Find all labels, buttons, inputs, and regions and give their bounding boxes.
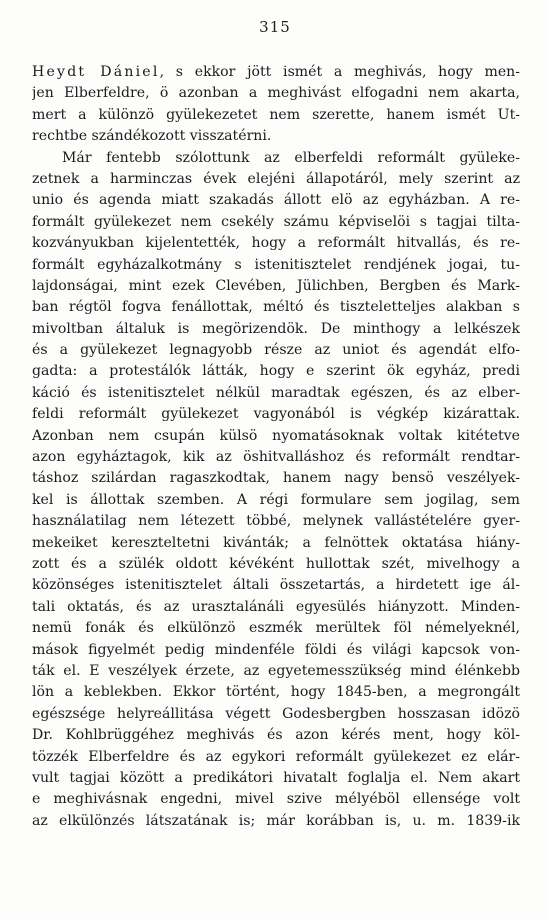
- text-line: Azonban nem csupán külsö nyomatásoknak voltak kitétetve: [32, 427, 520, 444]
- text-line: gadta: a protestálók látták, hogy e szerint ök egyház, predi: [32, 363, 520, 380]
- text-line: egészsége helyreállitása végett Godesbergben hosszasan idözö: [32, 705, 520, 722]
- text-line: tali oktatás, és az urasztalánáli egyesülés hiányzott. Minden-: [32, 598, 520, 615]
- text-line: formált gyülekezet nem csekély számu képviselöi s tagjai tilta-: [32, 213, 520, 230]
- text-line: formált egyházalkotmány s istenitisztelet rendjének jogai, tu-: [32, 256, 520, 273]
- text-line: kozványukban kijelentették, hogy a reformált hitvallás, és re-: [32, 235, 520, 252]
- text-line: kel is állottak szemben. A régi formulare sem jogilag, sem: [32, 491, 520, 508]
- text-line: tözzék Elberfeldre és az egykori reformált gyülekezet ez elár-: [32, 748, 520, 765]
- text-line: az elkülönzés látszatának is; már korábban is, u. m. 1839-ik: [32, 812, 520, 829]
- text-line: azon egyháztagok, kik az öshitvalláshoz és reformált rendtar-: [32, 449, 520, 466]
- text-line: táshoz szilárdan ragaszkodtak, hanem nagy bensö veszélyek-: [32, 470, 520, 487]
- text-line: használatilag nem létezett többé, melynek vallástételére gyer-: [32, 513, 520, 530]
- text-line: zetnek a harminczas évek elejéni állapotáról, mely szerint az: [32, 170, 520, 187]
- text-line: mivoltban általuk is megörizendök. De minthogy a lelkészek: [32, 320, 520, 337]
- text-line: lajdonságai, mint ezek Clevében, Jülichben, Bergben és Mark-: [32, 277, 520, 294]
- text-line: Heydt Dániel, s ekkor jött ismét a meghivás, hogy men-: [32, 64, 520, 80]
- body-text: [32, 62, 520, 832]
- author-name: Heydt Dániel: [32, 64, 160, 80]
- text-line: mert a különzö gyülekezetet nem szerette, hanem ismét Ut-: [32, 106, 520, 123]
- text-line: Dr. Kohlbrüggéhez meghivás és azon kérés ment, hogy köl-: [32, 727, 520, 744]
- text-line: zott és a szülék oldott kévéként hullottak szét, mivelhogy a: [32, 555, 520, 572]
- text-line: e meghivásnak engedni, mivel szive mélyéböl ellensége volt: [32, 791, 520, 808]
- text-line: mekeiket kereszteltetni kivánták; a felnöttek oktatása hiány-: [32, 534, 520, 551]
- text-line: vult tagjai között a predikátori hivatalt foglalja el. Nem akart: [32, 769, 520, 786]
- text-line: közönséges istenitisztelet általi összetartás, a hirdetett ige ál-: [32, 577, 520, 594]
- text-line: ták el. E veszélyek érzete, az egyetemesszükség mind élénkebb: [32, 662, 520, 679]
- text-line: ban régtöl fogva fenállottak, méltó és tiszteletteljes alakban s: [32, 299, 520, 316]
- page-number: 315: [259, 18, 291, 36]
- text-line: feldi reformált gyülekezet vagyonából is végkép kizárattak.: [32, 406, 520, 423]
- text-line: unio és agenda miatt szakadás állott elö az egyházban. A re-: [32, 192, 520, 209]
- text-line: nemü fonák és elkülönzö eszmék merültek föl némelyeknél,: [32, 620, 520, 637]
- text-line: jen Elberfeldre, ö azonban a meghivást elfogadni nem akarta,: [32, 85, 520, 102]
- text-line: Már fentebb szólottunk az elberfeldi reformált gyüleke-: [62, 149, 520, 166]
- text-line: rechtbe szándékozott visszatérni.: [32, 128, 272, 145]
- text-line: káció és istenitisztelet nélkül maradtak egészen, és az elber-: [32, 384, 520, 401]
- text-line: és a gyülekezet legnagyobb része az uniot és agendát elfo-: [32, 342, 520, 359]
- text-line: lön a keblekben. Ekkor történt, hogy 1845-ben, a megrongált: [32, 684, 520, 701]
- text-line: mások figyelmét pedig mindenféle földi és világi kapcsok von-: [32, 641, 520, 658]
